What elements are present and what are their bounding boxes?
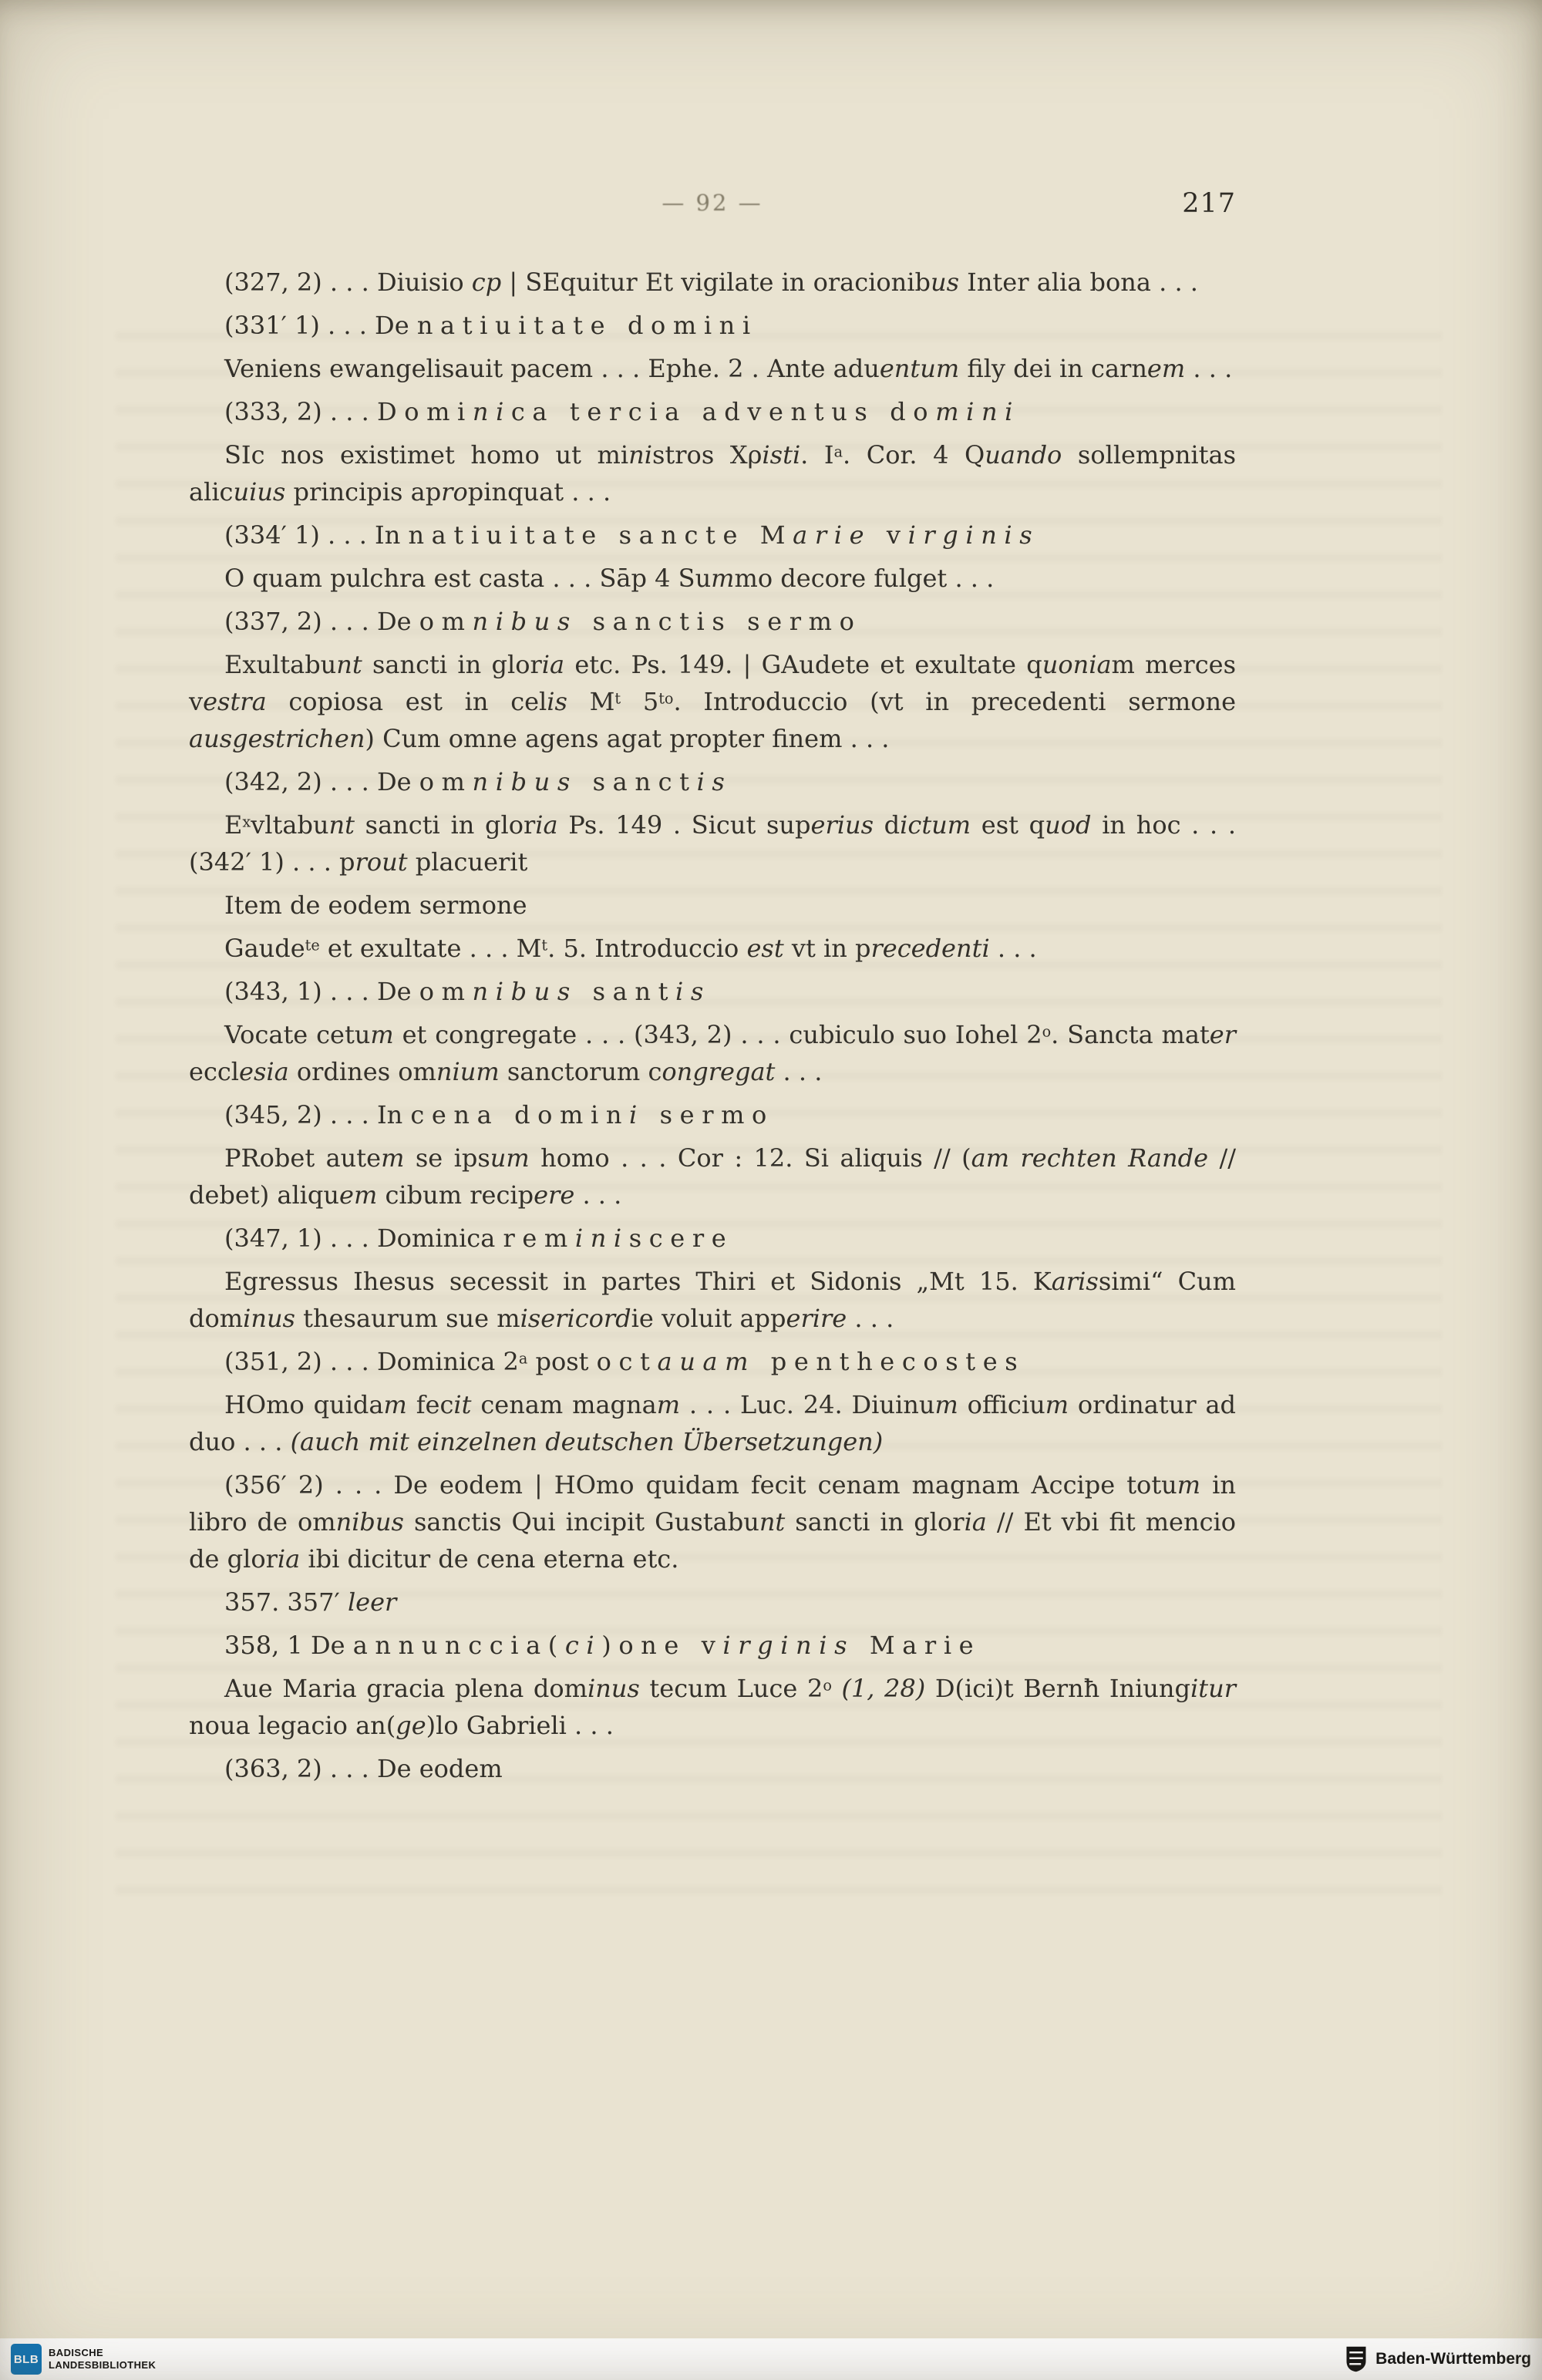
library-name-line2: LANDESBIBLIOTHEK (49, 2359, 157, 2371)
paragraph: Gaude$^{te}$ et exultate . . . $M^t$. 5. Introduccio est vt in precedenti . . . (224, 934, 1037, 963)
paragraph: Vocate cetum et congregate . . . (343, 2) . . . cubiculo suo Iohel 2$^o$. Sancta mater ecclesia ordines omnium sanctorum congregat . . . (189, 1020, 1237, 1086)
paragraph: (331′ 1) . . . De natiuitate domini (224, 311, 758, 340)
page-number: 217 (1182, 188, 1236, 219)
paragraph: (337, 2) . . . De omnibus sanctis sermo (224, 607, 862, 636)
page-marker: — 92 — (662, 190, 763, 216)
page-header (189, 190, 1236, 224)
paragraph: (343, 1) . . . De omnibus santis (224, 977, 711, 1006)
paragraph: 357. 357′ leer (224, 1587, 397, 1617)
state-label: Baden-Württemberg (1375, 2350, 1531, 2368)
paragraph: Item de eodem sermone (224, 890, 527, 920)
footer-bar (0, 2338, 1542, 2380)
paragraph: (334′ 1) . . . In natiuitate sancte Marie virginis (224, 520, 1040, 550)
paragraph: (351, 2) . . . Dominica 2$^a$ post octauam penthecostes (224, 1347, 1025, 1376)
blb-logo: BLB (11, 2344, 42, 2375)
paragraph: $E^xvltabunt$ sancti in gloria Ps. 149 . Sicut superius dictum est quod in hoc . . . (342′ 1) . . . prout placuerit (189, 810, 1237, 877)
paragraph: HOmo quidam fecit cenam magnam . . . Luc. 24. Diuinum officium ordinatur ad duo . . . (auch mit einzelnen deutschen Übersetzungen) (189, 1390, 1237, 1456)
paragraph: PRobet autem se ipsum homo . . . Cor : 12. Si aliquis // (am rechten Rande // debet) aliquem cibum recipere . . . (189, 1143, 1237, 1210)
paragraph: (333, 2) . . . Dominica tercia adventus domini (224, 397, 1021, 426)
paragraph: Egressus Ihesus secessit in partes Thiri et Sidonis „Mt 15. Karissimi“ Cum dominus thesaurum sue misericordie voluit apperire . . . (189, 1267, 1237, 1333)
paragraph: Aue Maria gracia plena dominus tecum Luce 2$^o$ (1, 28) D(ici)t Bernħ Iniungitur noua legacio an(ge)lo Gabrieli . . . (189, 1674, 1237, 1740)
paragraph: Exultabunt sancti in gloria etc. Ps. 149. | GAudete et exultate quoniam merces vestra copiosa est in celis $M^t$ $5^{to}$. Introduccio (vt in precedenti sermone ausgestrichen) Cum omne agens agat propter finem . . . (189, 650, 1237, 753)
paragraph: (342, 2) . . . De omnibus sanctis (224, 767, 732, 796)
library-name (49, 2347, 156, 2371)
library-name-line1: BADISCHE (49, 2347, 104, 2359)
paragraph: 358, 1 De annunccia(ci)one virginis Marie (224, 1631, 981, 1660)
paragraph: Veniens ewangelisauit pacem . . . Ephe. 2 . Ante aduentum fily dei in carnem . . . (224, 354, 1233, 383)
paragraph: O quam pulchra est casta . . . Sāp 4 Summo decore fulget . . . (224, 564, 995, 593)
state-branding (1345, 2345, 1531, 2373)
paragraph: (347, 1) . . . Dominica reminiscere (224, 1224, 734, 1253)
baden-wuerttemberg-coat-of-arms-icon (1345, 2345, 1368, 2373)
library-branding (11, 2344, 156, 2375)
paragraph: (363, 2) . . . De eodem (224, 1754, 503, 1783)
text-block (189, 264, 1236, 1787)
paragraph: (356′ 2) . . . De eodem | HOmo quidam fecit cenam magnam Accipe totum in libro de omnibus sanctis Qui incipit Gustabunt sancti in gloria // Et vbi fit mencio de gloria ibi dicitur de cena eterna etc. (189, 1470, 1237, 1574)
paragraph: (327, 2) . . . Diuisio cp | SEquitur Et vigilate in oracionibus Inter alia bona . . . (224, 268, 1198, 297)
paragraph: (345, 2) . . . In cena domini sermo (224, 1100, 774, 1129)
paragraph: SIc nos existimet homo ut ministros Xρisti. $I^a$. Cor. 4 Quando sollempnitas alicuius principis apropinquat . . . (189, 440, 1237, 507)
